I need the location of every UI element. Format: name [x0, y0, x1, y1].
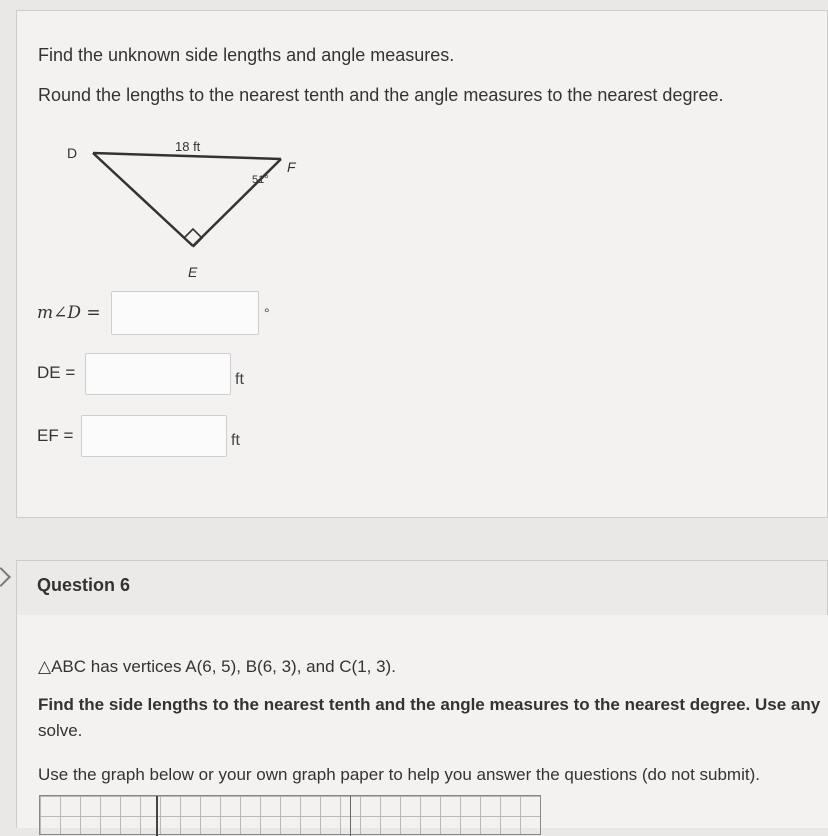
triangle-vertices-text: △ABC has vertices A(6, 5), B(6, 3), and C(1, 3). [38, 657, 396, 676]
triangle-figure [57, 139, 317, 284]
question-title: Question 6 [37, 575, 131, 595]
side-length-label: 18 ft [175, 139, 201, 154]
side-de-label: DE = [37, 363, 76, 382]
vertex-e-label: E [188, 264, 198, 279]
question-body [16, 615, 828, 828]
find-instruction-text: Find the side lengths to the nearest tenth and the angle measures to the nearest degree. Use any [38, 695, 821, 714]
find-instruction-continued-text: solve. [38, 721, 83, 740]
side-de [93, 153, 193, 246]
question-header[interactable] [16, 560, 828, 616]
graph-gridline [350, 796, 351, 836]
expand-chevron-icon[interactable] [0, 567, 11, 587]
problem-card [16, 10, 828, 518]
angle-d-label: m∠D = [37, 303, 101, 323]
vertex-d-label: D [67, 145, 78, 161]
graph-paper[interactable] [39, 795, 541, 835]
graph-y-axis [156, 796, 158, 836]
degree-unit: ° [264, 305, 270, 321]
vertex-f-label: F [287, 159, 296, 175]
rounding-instruction-text: Round the lengths to the nearest tenth and the angle measures to the nearest degree. [38, 85, 724, 105]
angle-d-input[interactable] [111, 291, 259, 335]
side-ef-input[interactable] [81, 415, 227, 457]
side-ef-unit: ft [231, 432, 240, 449]
side-de-unit: ft [235, 371, 244, 388]
side-ef [193, 159, 281, 246]
side-de-input[interactable] [85, 353, 231, 395]
instruction-text: Find the unknown side lengths and angle measures. [38, 45, 455, 65]
graph-instruction-text: Use the graph below or your own graph paper to help you answer the questions (do not submit). [38, 765, 760, 784]
side-ef-label: EF = [37, 426, 74, 445]
angle-f-label: 51° [252, 174, 269, 186]
